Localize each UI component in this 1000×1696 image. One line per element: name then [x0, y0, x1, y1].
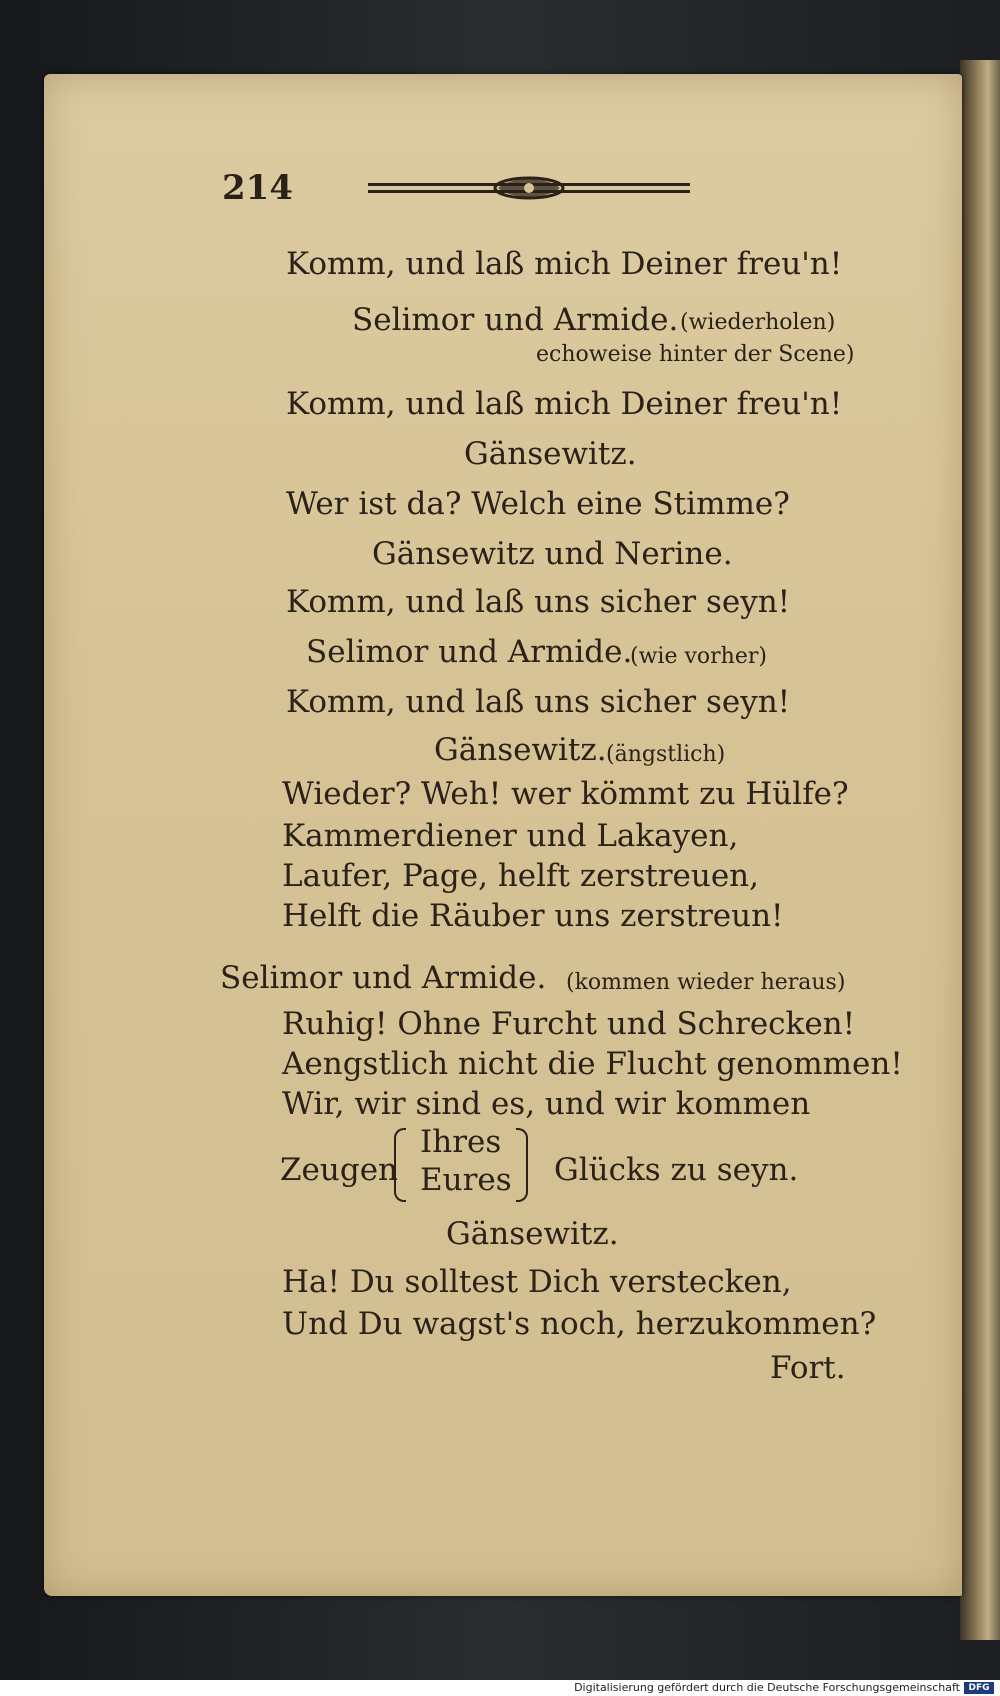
- left-brace: [394, 1128, 406, 1202]
- line-18: Aengstlich nicht die Flucht genommen!: [282, 1046, 903, 1082]
- line-6: Wer ist da? Welch eine Stimme?: [286, 486, 790, 522]
- stage-direction-3: (wie vorher): [630, 644, 767, 669]
- page-number: 214: [222, 168, 293, 208]
- line-10: Komm, und laß uns sicher seyn!: [286, 684, 791, 720]
- catchword: Fort.: [770, 1350, 846, 1386]
- ornament-divider: [368, 176, 690, 200]
- line-20-option-2: Eures: [420, 1162, 512, 1198]
- line-12: Wieder? Weh! wer kömmt zu Hülfe?: [282, 776, 849, 812]
- speaker-gaensewitz-1: Gänsewitz.: [464, 436, 637, 472]
- line-22: Ha! Du solltest Dich verstecken,: [282, 1264, 792, 1300]
- speaker-gaensewitz-3: Gänsewitz.: [446, 1216, 619, 1252]
- speaker-selimor-armide: Selimor und Armide.: [352, 302, 679, 338]
- stage-direction-1: (wiederholen): [680, 310, 836, 335]
- speaker-selimor-armide-2: Selimor und Armide.: [306, 634, 633, 670]
- line-13: Kammerdiener und Lakayen,: [282, 818, 739, 854]
- stage-direction-2: echoweise hinter der Scene): [536, 342, 855, 367]
- line-14: Laufer, Page, helft zerstreuen,: [282, 858, 759, 894]
- line-17: Ruhig! Ohne Furcht und Schrecken!: [282, 1006, 856, 1042]
- line-15: Helft die Räuber uns zerstreun!: [282, 898, 784, 934]
- dfg-logo: DFG: [964, 1682, 994, 1694]
- line-4: Komm, und laß mich Deiner freu'n!: [286, 386, 843, 422]
- line-20-gluecks: Glücks zu seyn.: [554, 1152, 799, 1188]
- book-edge: [960, 60, 1000, 1640]
- line-19: Wir, wir sind es, und wir kommen: [282, 1086, 811, 1122]
- speaker-gaensewitz-nerine: Gänsewitz und Nerine.: [372, 536, 733, 572]
- line-23: Und Du wagst's noch, herzukommen?: [282, 1306, 877, 1342]
- footer-credit: Digitalisierung gefördert durch die Deutsche Forschungsgemeinschaft: [574, 1681, 960, 1694]
- speaker-gaensewitz-2: Gänsewitz.: [434, 732, 607, 768]
- line-8: Komm, und laß uns sicher seyn!: [286, 584, 791, 620]
- right-brace: [516, 1128, 528, 1202]
- line-20-zeugen: Zeugen: [280, 1152, 399, 1188]
- line-20-option-1: Ihres: [420, 1124, 502, 1160]
- speaker-selimor-armide-3: Selimor und Armide.: [220, 960, 547, 996]
- footer-bar: [0, 1680, 1000, 1696]
- stage-direction-4: (ängstlich): [606, 742, 726, 767]
- line-1: Komm, und laß mich Deiner freu'n!: [286, 246, 843, 282]
- stage-direction-5: (kommen wieder heraus): [566, 970, 846, 995]
